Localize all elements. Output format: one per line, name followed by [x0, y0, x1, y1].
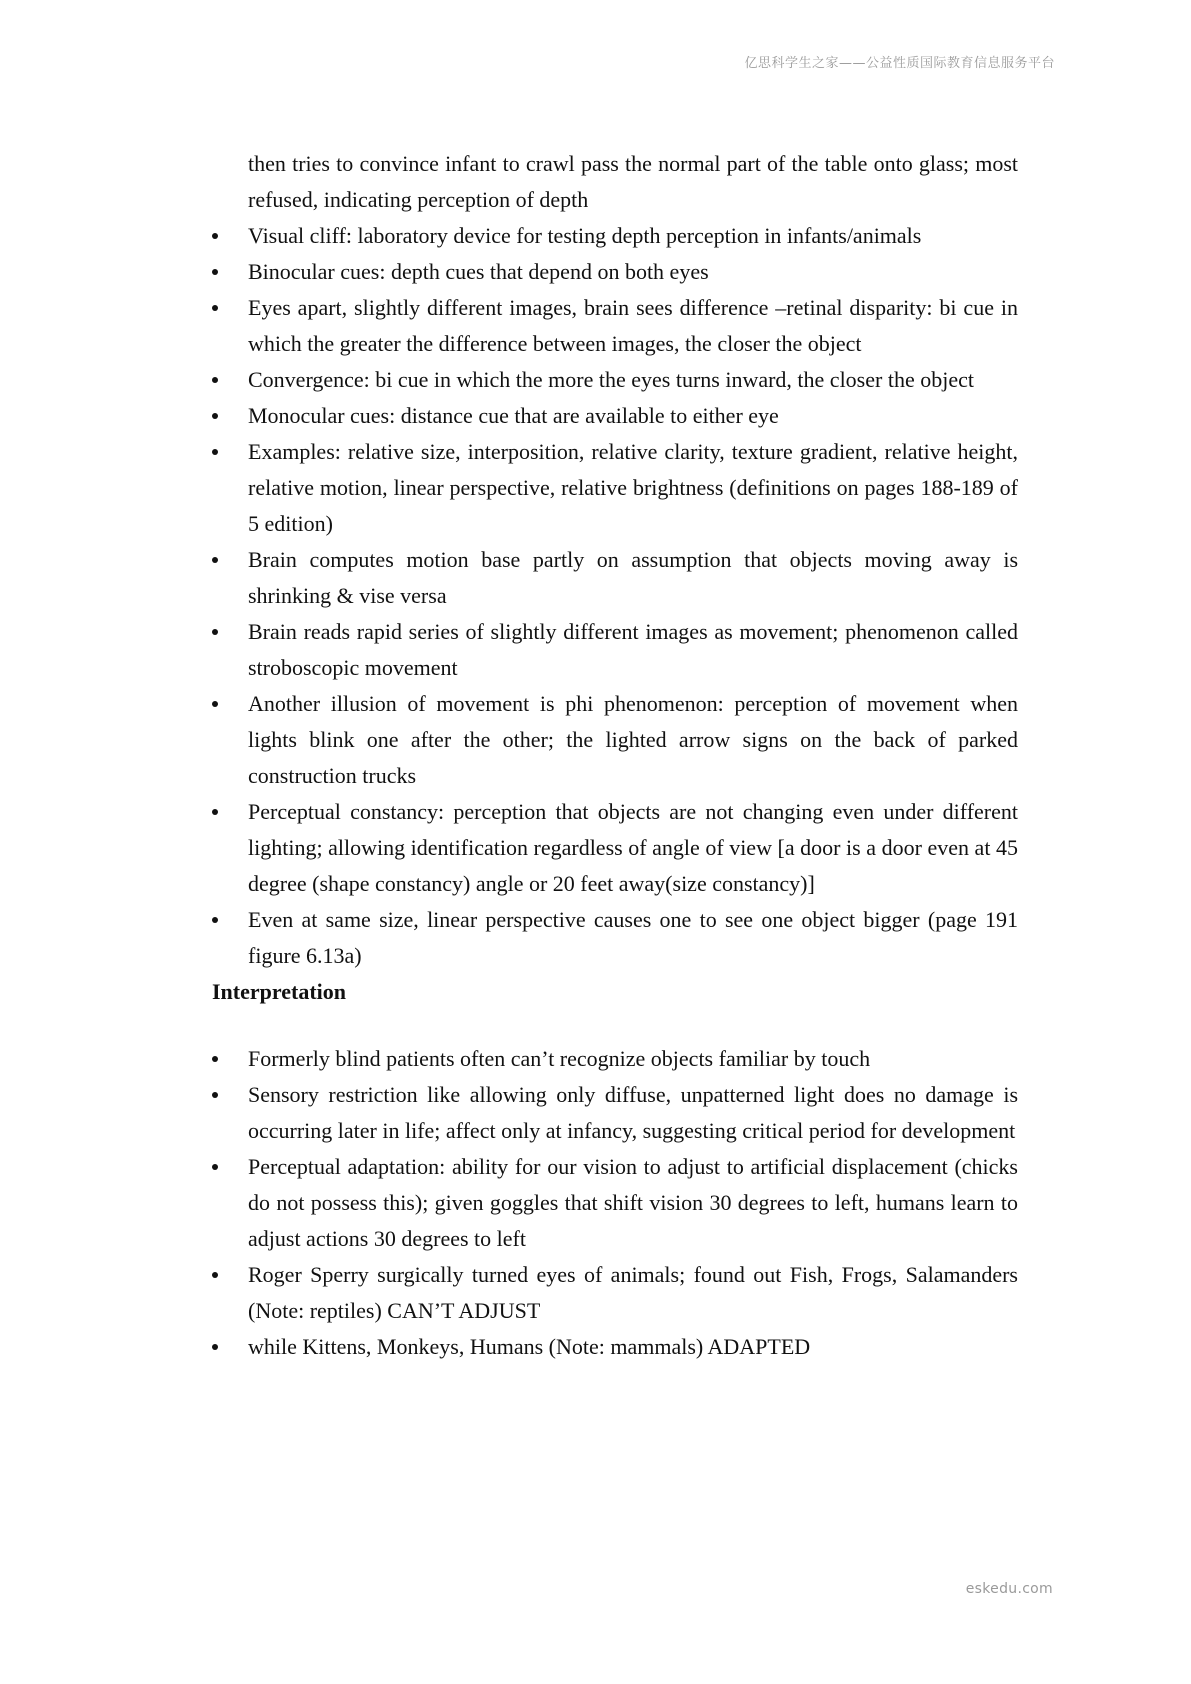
- bullet-icon: [212, 1056, 218, 1062]
- list-item: Monocular cues: distance cue that are available to either eye: [212, 398, 1018, 434]
- document-body: [212, 146, 1018, 1365]
- section-heading: Interpretation: [212, 979, 347, 1004]
- bullet-icon: [212, 305, 218, 311]
- list-item: Brain computes motion base partly on assumption that objects moving away is shrinking & vise versa: [212, 542, 1018, 614]
- bullet-icon: [212, 1092, 218, 1098]
- bullet-icon: [212, 629, 218, 635]
- list-item: Visual cliff: laboratory device for testing depth perception in infants/animals: [212, 218, 1018, 254]
- page-header: 亿思科学生之家——公益性质国际教育信息服务平台: [744, 56, 1055, 71]
- bullet-icon: [212, 809, 218, 815]
- section-spacer: [212, 1010, 1018, 1041]
- list-item: Brain reads rapid series of slightly different images as movement; phenomenon called stroboscopic movement: [212, 614, 1018, 686]
- list-item: Examples: relative size, interposition, relative clarity, texture gradient, relative height, relative motion, linear perspective, relative brightness (definitions on pages 188-189 of 5 edition): [212, 434, 1018, 542]
- list-item: Convergence: bi cue in which the more the eyes turns inward, the closer the object: [212, 362, 1018, 398]
- continuation-paragraph: then tries to convince infant to crawl pass the normal part of the table onto glass; most refused, indicating perception of depth: [248, 151, 1018, 212]
- bullet-icon: [212, 701, 218, 707]
- list-item: Sensory restriction like allowing only diffuse, unpatterned light does no damage is occurring later in life; affect only at infancy, suggesting critical period for development: [212, 1077, 1018, 1149]
- list-item: Perceptual constancy: perception that objects are not changing even under different lighting; allowing identification regardless of angle of view [a door is a door even at 45 degree (shape constancy) angle or 20 feet away(size constancy)]: [212, 794, 1018, 902]
- list-item: Even at same size, linear perspective causes one to see one object bigger (page 191 figure 6.13a): [212, 902, 1018, 974]
- bullet-icon: [212, 917, 218, 923]
- list-item: while Kittens, Monkeys, Humans (Note: mammals) ADAPTED: [212, 1329, 1018, 1365]
- list-item: Formerly blind patients often can’t recognize objects familiar by touch: [212, 1041, 1018, 1077]
- bullet-icon: [212, 557, 218, 563]
- bullet-icon: [212, 1164, 218, 1170]
- list-item: Binocular cues: depth cues that depend on both eyes: [212, 254, 1018, 290]
- list-item: Eyes apart, slightly different images, brain sees difference –retinal disparity: bi cue in which the greater the difference between images, the closer the object: [212, 290, 1018, 362]
- bullet-list-perception: [212, 218, 1018, 974]
- bullet-list-interpretation: [212, 1041, 1018, 1365]
- page-footer: eskedu.com: [965, 1581, 1053, 1597]
- bullet-icon: [212, 377, 218, 383]
- list-item: Another illusion of movement is phi phenomenon: perception of movement when lights blink one after the other; the lighted arrow signs on the back of parked construction trucks: [212, 686, 1018, 794]
- bullet-icon: [212, 1272, 218, 1278]
- list-item: Perceptual adaptation: ability for our vision to adjust to artificial displacement (chicks do not possess this); given goggles that shift vision 30 degrees to left, humans learn to adjust actions 30 degrees to left: [212, 1149, 1018, 1257]
- bullet-icon: [212, 1344, 218, 1350]
- bullet-icon: [212, 413, 218, 419]
- bullet-icon: [212, 269, 218, 275]
- bullet-icon: [212, 449, 218, 455]
- list-item: Roger Sperry surgically turned eyes of animals; found out Fish, Frogs, Salamanders (Note: reptiles) CAN’T ADJUST: [212, 1257, 1018, 1329]
- bullet-icon: [212, 233, 218, 239]
